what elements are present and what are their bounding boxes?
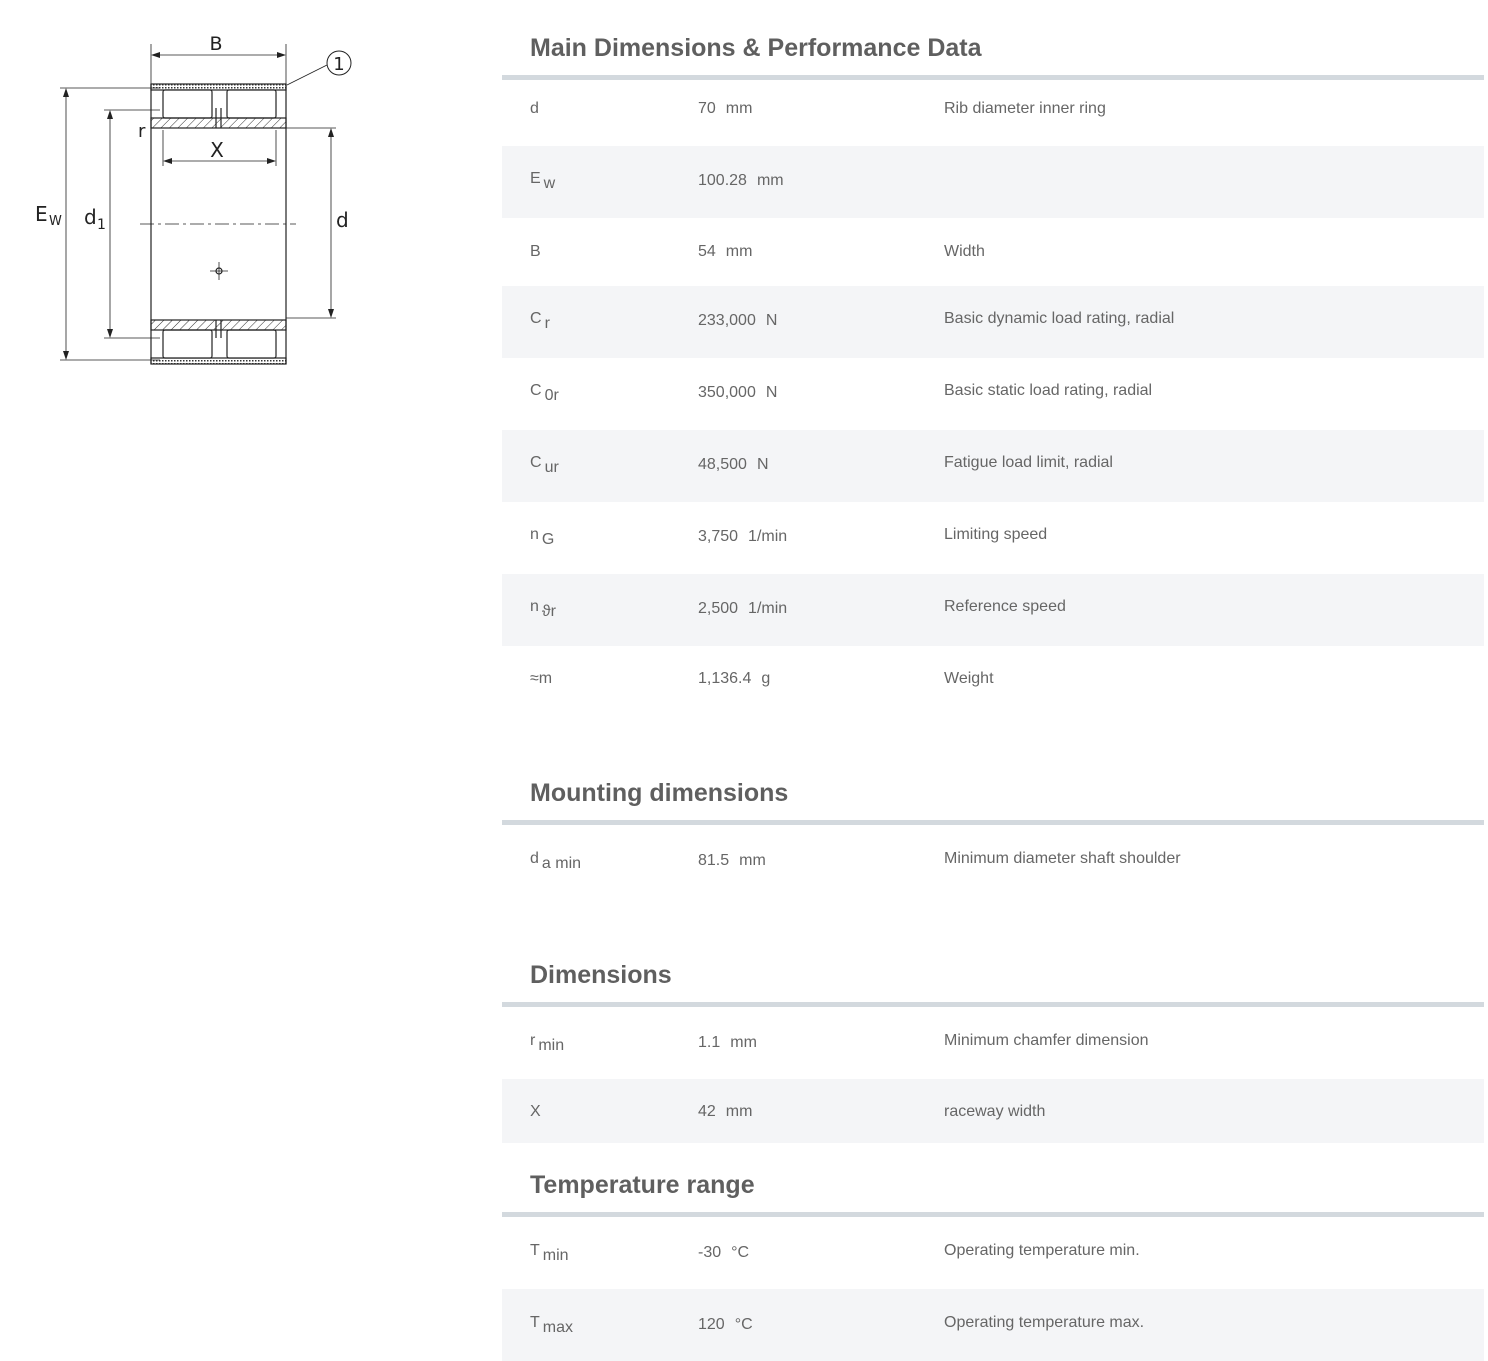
symbol: n G <box>530 526 555 548</box>
dim-label-d1-sub: 1 <box>97 217 106 233</box>
symbol: E w <box>530 170 556 192</box>
value: 54 mm <box>698 243 753 260</box>
value: 1.1 mm <box>698 1034 757 1051</box>
dim-label-d: d <box>336 208 349 232</box>
value: 120 °C <box>698 1316 753 1333</box>
symbol: C ur <box>530 454 559 476</box>
table-row <box>502 1289 1484 1361</box>
description: Fatigue load limit, radial <box>944 454 1113 471</box>
description: Limiting speed <box>944 526 1048 543</box>
description: Minimum diameter shaft shoulder <box>944 850 1181 867</box>
table-row <box>502 80 1484 146</box>
section-dimensions <box>502 960 1484 1143</box>
description: Width <box>944 243 985 260</box>
section-title: Mounting dimensions <box>530 779 789 807</box>
value: 3,750 1/min <box>698 528 788 545</box>
description: Operating temperature min. <box>944 1242 1140 1259</box>
description: Operating temperature max. <box>944 1314 1145 1331</box>
table-row <box>502 1079 1484 1143</box>
table-row <box>502 574 1484 646</box>
dim-label-x: X <box>210 138 224 162</box>
dim-label-ew: E <box>35 202 48 226</box>
value: 48,500 N <box>698 456 769 473</box>
value: 70 mm <box>698 100 753 117</box>
section-title: Dimensions <box>530 961 672 989</box>
symbol: n ϑr <box>530 598 556 620</box>
table-row <box>502 358 1484 430</box>
symbol: T max <box>530 1314 574 1336</box>
value: 1,136.4 g <box>698 670 771 687</box>
section-mounting-dimensions <box>502 778 1484 897</box>
table-row <box>502 430 1484 502</box>
dim-label-d1: d <box>84 205 97 229</box>
callout-label: 1 <box>333 54 345 75</box>
table-row <box>502 646 1484 718</box>
description: Basic static load rating, radial <box>944 382 1153 399</box>
description: Minimum chamfer dimension <box>944 1032 1149 1049</box>
dim-label-r: r <box>138 121 146 142</box>
table-row <box>502 825 1484 897</box>
table-row <box>502 502 1484 574</box>
value: 81.5 mm <box>698 852 766 869</box>
table-row <box>502 218 1484 286</box>
section-title: Temperature range <box>530 1171 755 1199</box>
table-row <box>502 1007 1484 1079</box>
symbol: X <box>530 1103 541 1120</box>
table-row <box>502 286 1484 358</box>
section-main-dimensions <box>502 33 1484 718</box>
value: 42 mm <box>698 1103 753 1120</box>
symbol: C r <box>530 310 550 332</box>
value: 350,000 N <box>698 384 778 401</box>
description: Weight <box>944 670 994 687</box>
value: 233,000 N <box>698 312 778 329</box>
symbol: r min <box>530 1032 565 1054</box>
symbol: d a min <box>530 850 582 872</box>
value: -30 °C <box>698 1244 750 1261</box>
description: raceway width <box>944 1103 1046 1120</box>
section-title: Main Dimensions & Performance Data <box>530 34 982 62</box>
value: 100.28 mm <box>698 172 784 189</box>
description: Basic dynamic load rating, radial <box>944 310 1175 327</box>
table-row <box>502 146 1484 218</box>
dim-label-ew-sub: W <box>49 214 62 229</box>
symbol: B <box>530 243 541 260</box>
symbol: C 0r <box>530 382 559 404</box>
description: Rib diameter inner ring <box>944 100 1106 117</box>
symbol: T min <box>530 1242 569 1264</box>
symbol: ≈m <box>530 670 553 687</box>
dim-label-b: B <box>209 33 223 55</box>
description: Reference speed <box>944 598 1066 615</box>
section-temperature-range <box>502 1170 1484 1361</box>
table-row <box>502 1217 1484 1289</box>
value: 2,500 1/min <box>698 600 788 617</box>
bearing-drawing <box>0 0 470 400</box>
symbol: d <box>530 100 539 117</box>
